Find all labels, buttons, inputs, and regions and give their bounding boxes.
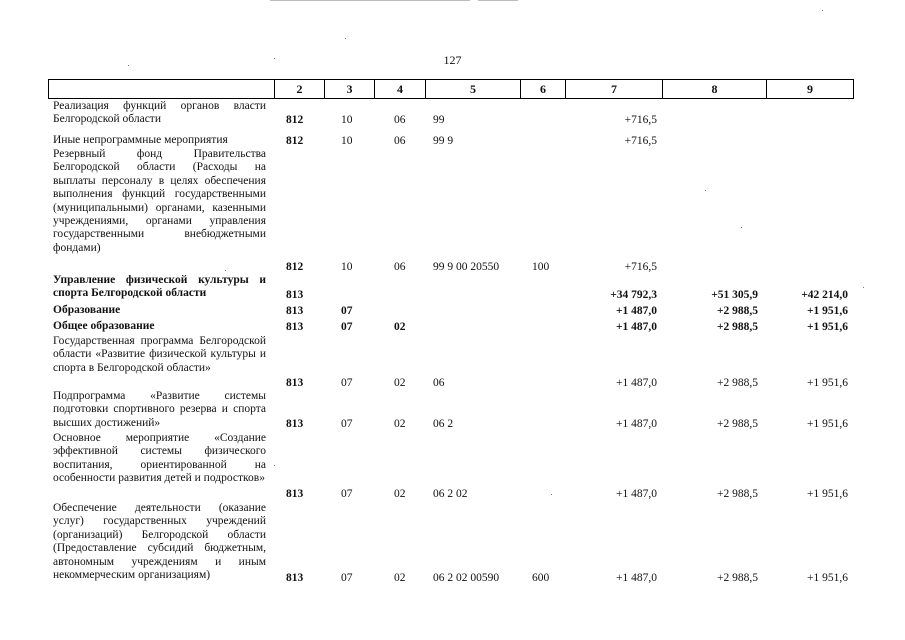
column-header-4: 4 <box>374 80 425 98</box>
cell-col3: 10 <box>341 113 353 126</box>
cell-col2: 812 <box>286 260 304 273</box>
cell-col5: 06 2 02 <box>433 487 468 500</box>
cell-col6: 600 <box>532 571 550 584</box>
cell-col8: +2 988,5 <box>717 417 758 430</box>
cell-col7: +716,5 <box>624 113 657 126</box>
cell-col8: +2 988,5 <box>717 571 758 584</box>
row-name: Обеспечение деятельности (оказание услуг) государственных учреждений (организаций) Белгородской области (Предоставление субсидий бюджетным, автономным учреждениям и иным некоммерческим организациям) <box>53 502 266 582</box>
row-name: Государственная программа Белгородской области «Развитие физической культуры и спорта в Белгородской области» <box>53 335 266 374</box>
cell-col3: 10 <box>341 260 353 273</box>
cell-col9: +1 951,6 <box>807 487 848 500</box>
cell-col2: 813 <box>286 320 304 333</box>
scan-artifact <box>274 465 275 466</box>
scan-artifact <box>822 10 823 11</box>
cell-col3: 07 <box>341 320 353 333</box>
cell-col2: 813 <box>286 304 304 317</box>
column-header-3: 3 <box>324 80 374 98</box>
cell-col2: 812 <box>286 113 304 126</box>
cell-col7: +34 792,3 <box>610 288 657 301</box>
row-name: Иные непрограммные мероприятия <box>53 134 228 146</box>
table-row <box>0 320 905 334</box>
cell-col5: 99 9 00 20550 <box>433 260 500 273</box>
row-name: Основное мероприятие «Создание эффективной системы физического воспитания, ориентированной на особенности развития детей и подростков» <box>53 432 266 485</box>
cell-col2: 813 <box>286 417 304 430</box>
row-name: Реализация функций органов власти Белгородской области <box>53 100 266 126</box>
table-row <box>0 148 905 274</box>
page-number: 127 <box>443 53 462 67</box>
row-name: Управление физической культуры и спорта Белгородской области <box>53 274 266 300</box>
cell-col4: 06 <box>394 134 406 147</box>
cell-col3: 07 <box>341 571 353 584</box>
row-name: Образование <box>53 304 121 316</box>
cell-col4: 02 <box>394 417 406 430</box>
cell-col2: 813 <box>286 376 304 389</box>
cell-col3: 07 <box>341 487 353 500</box>
cell-col7: +1 487,0 <box>616 571 657 584</box>
cell-col4: 02 <box>394 320 406 333</box>
table-row <box>0 134 905 148</box>
scan-artifact <box>551 494 552 495</box>
row-name: Общее образование <box>53 320 155 332</box>
scan-artifact <box>478 0 518 1</box>
cell-col7: +1 487,0 <box>616 417 657 430</box>
cell-col9: +1 951,6 <box>807 571 848 584</box>
cell-col3: 07 <box>341 417 353 430</box>
cell-col6: 100 <box>532 260 550 273</box>
cell-col4: 02 <box>394 376 406 389</box>
cell-col8: +2 988,5 <box>717 376 758 389</box>
scan-artifact <box>345 38 346 39</box>
cell-col8: +2 988,5 <box>716 320 758 333</box>
column-header-1 <box>49 80 274 98</box>
cell-col5: 06 <box>433 376 445 389</box>
cell-col4: 02 <box>394 487 406 500</box>
cell-col9: +1 951,6 <box>806 304 848 317</box>
row-name: Подпрограмма «Развитие системы подготовки спортивного резерва и спорта высших достижений» <box>53 390 266 429</box>
table-row <box>0 100 905 127</box>
cell-col9: +42 214,0 <box>801 288 848 301</box>
cell-col7: +716,5 <box>624 260 657 273</box>
cell-col4: 06 <box>394 260 406 273</box>
column-header-9: 9 <box>766 80 853 98</box>
cell-col2: 813 <box>286 487 304 500</box>
cell-col2: 813 <box>286 288 304 301</box>
cell-col9: +1 951,6 <box>807 417 848 430</box>
column-header-5: 5 <box>425 80 520 98</box>
scan-artifact <box>225 270 226 271</box>
scan-artifact <box>274 58 275 59</box>
cell-col3: 10 <box>341 134 353 147</box>
table-header <box>48 79 854 99</box>
column-header-7: 7 <box>565 80 662 98</box>
cell-col2: 812 <box>286 134 304 147</box>
cell-col5: 06 2 02 00590 <box>433 571 500 584</box>
table-row <box>0 335 905 390</box>
scan-artifact <box>741 227 742 228</box>
column-header-6: 6 <box>520 80 565 98</box>
cell-col9: +1 951,6 <box>806 320 848 333</box>
row-name: Резервный фонд Правительства Белгородской области (Расходы на выплаты персоналу в целях обеспечения выполнения функций государственными (муниципальными) органами, казенными учреждениями, органами управления государственными внебюджетными фондами) <box>53 148 266 254</box>
scan-artifact <box>705 190 706 191</box>
cell-col7: +1 487,0 <box>616 487 657 500</box>
cell-col8: +2 988,5 <box>716 304 758 317</box>
table-row <box>0 390 905 431</box>
cell-col2: 813 <box>286 571 304 584</box>
cell-col7: +1 487,0 <box>616 376 657 389</box>
column-header-8: 8 <box>662 80 766 98</box>
cell-col7: +1 487,0 <box>615 320 657 333</box>
table-row <box>0 502 905 585</box>
table-row <box>0 304 905 318</box>
cell-col3: 07 <box>341 376 353 389</box>
cell-col8: +51 305,9 <box>711 288 758 301</box>
cell-col7: +1 487,0 <box>615 304 657 317</box>
cell-col9: +1 951,6 <box>807 376 848 389</box>
scan-artifact <box>863 287 864 288</box>
cell-col5: 99 <box>433 113 445 126</box>
scan-artifact <box>270 0 470 1</box>
cell-col5: 06 2 <box>433 417 454 430</box>
table-row <box>0 274 905 302</box>
cell-col3: 07 <box>341 304 353 317</box>
cell-col5: 99 9 <box>433 134 454 147</box>
column-header-2: 2 <box>274 80 324 98</box>
cell-col7: +716,5 <box>624 134 657 147</box>
cell-col4: 06 <box>394 113 406 126</box>
cell-col8: +2 988,5 <box>717 487 758 500</box>
table-row <box>0 432 905 501</box>
cell-col4: 02 <box>394 571 406 584</box>
scan-artifact <box>128 65 129 66</box>
